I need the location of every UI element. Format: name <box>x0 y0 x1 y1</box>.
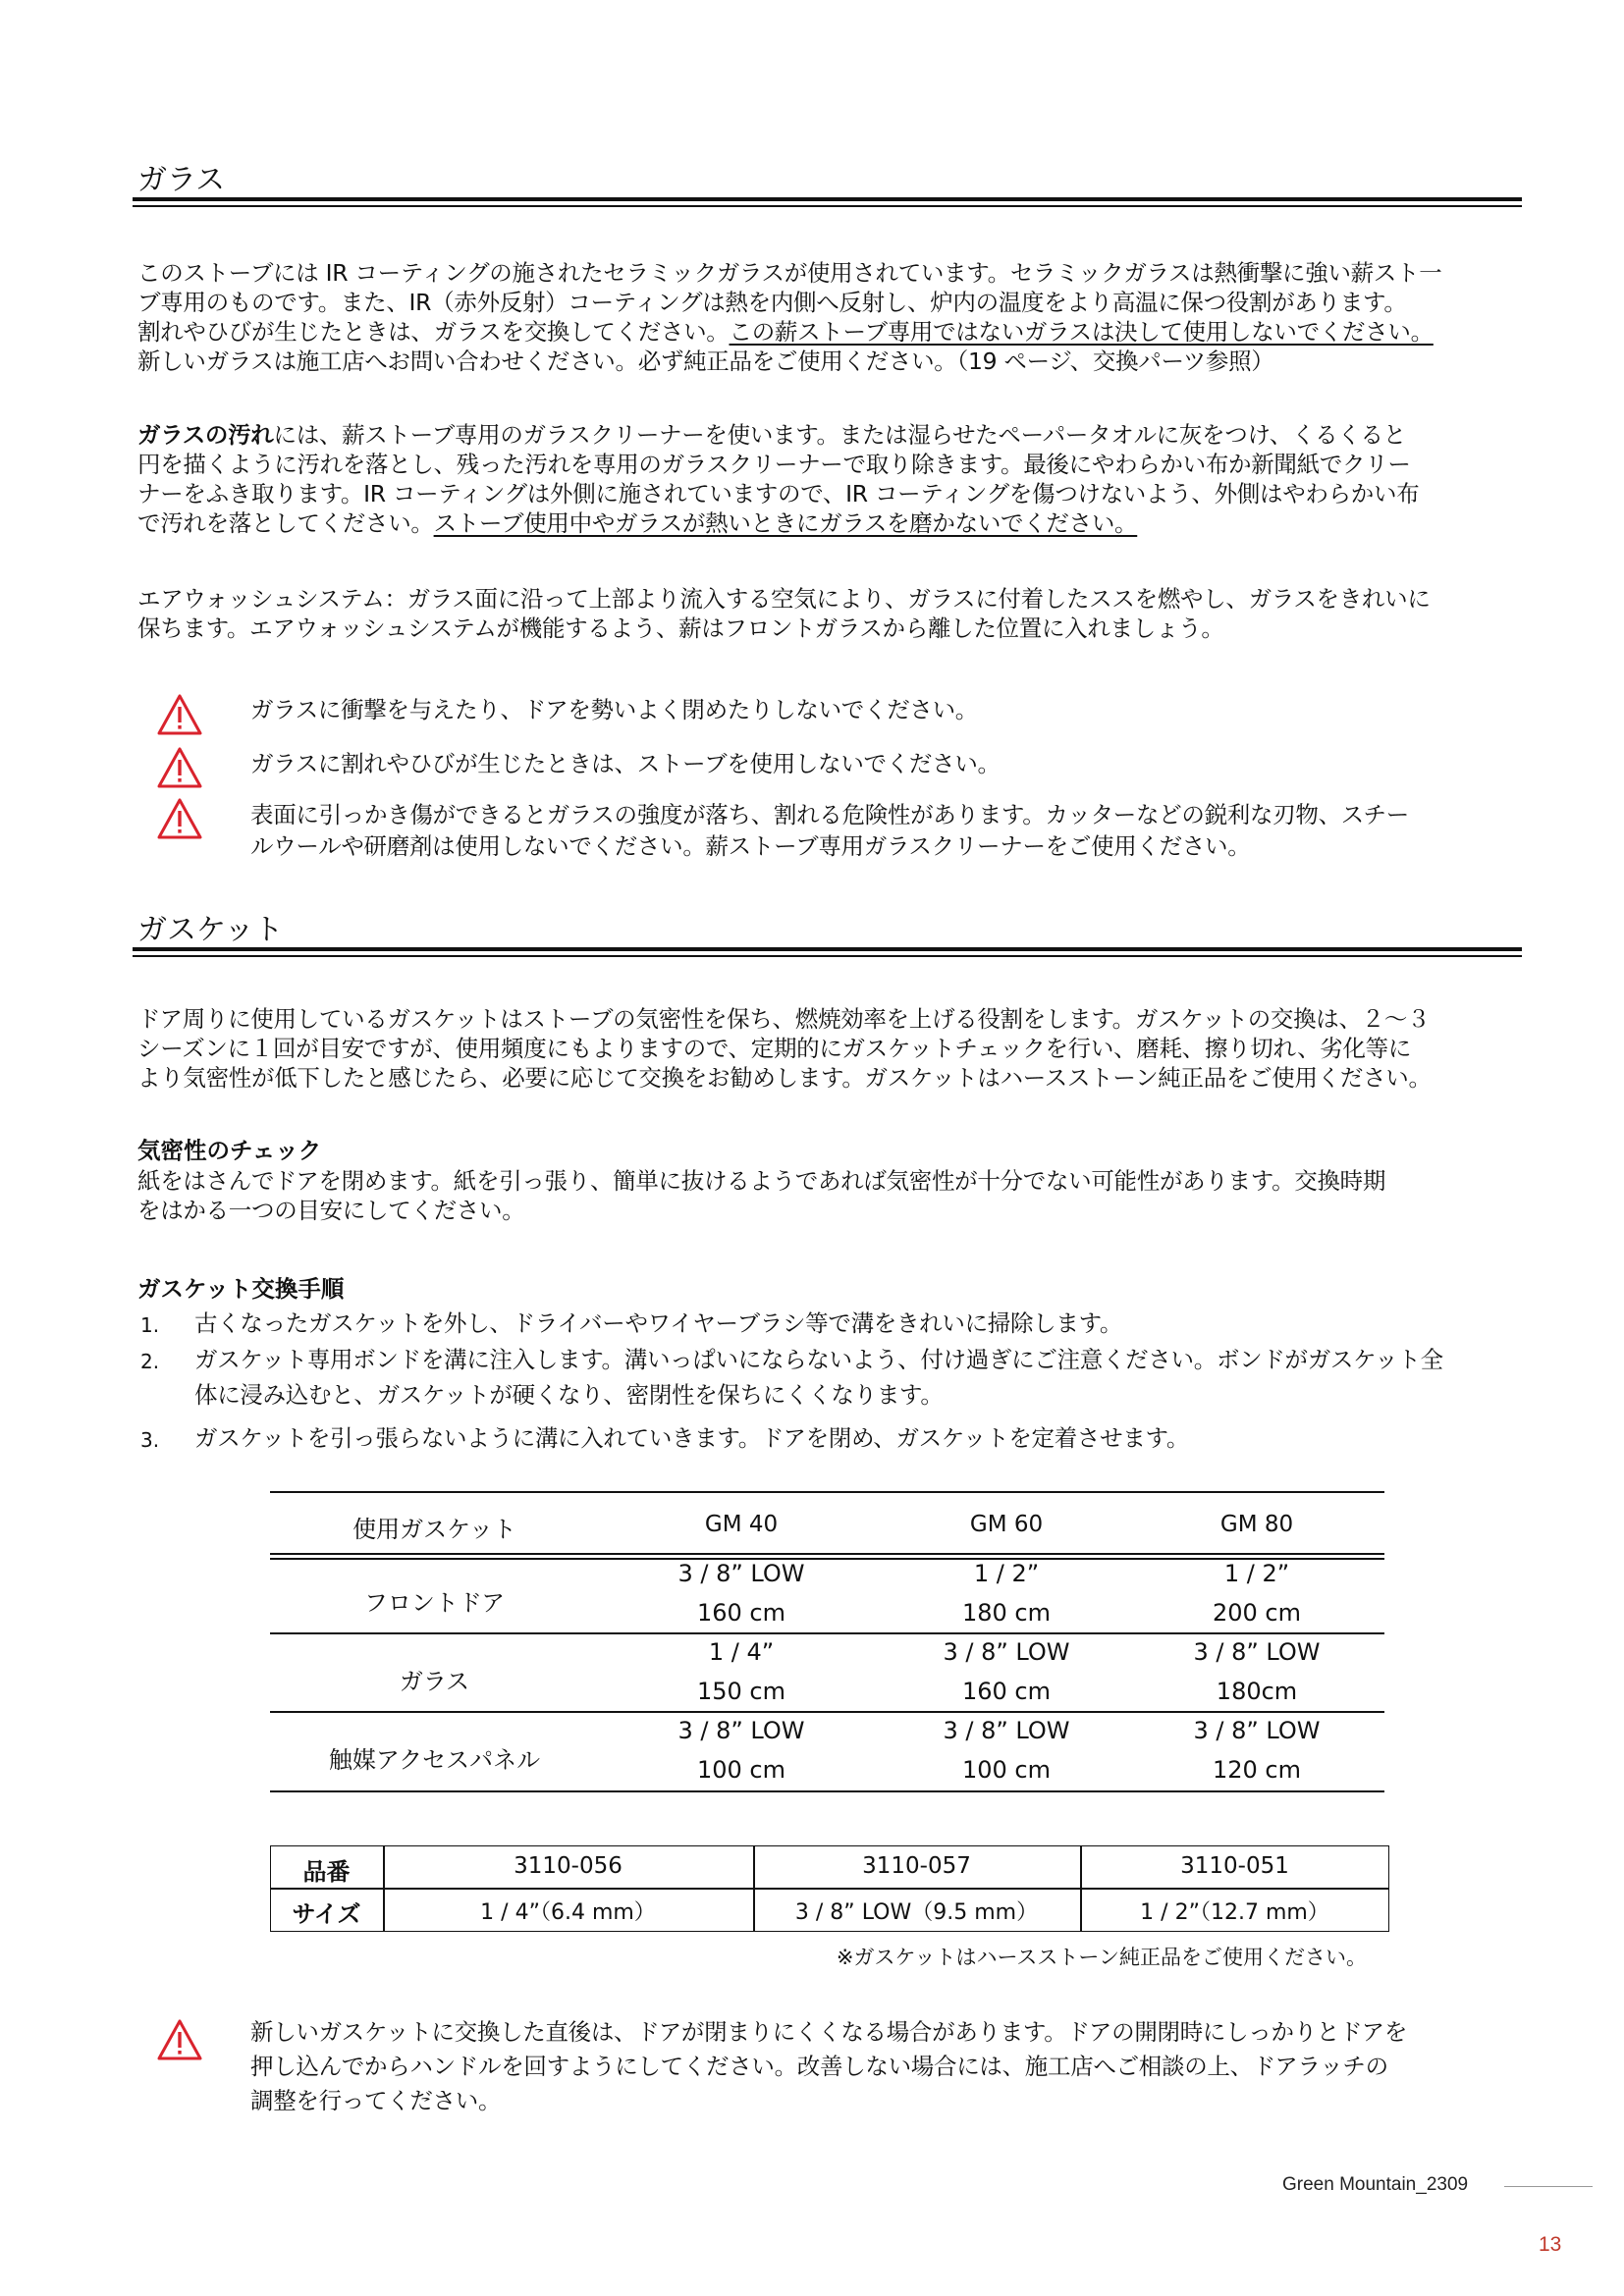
table-cell: 1 / 4” <box>708 1638 775 1666</box>
warning-icon <box>157 797 202 840</box>
table-cell: 160 cm <box>961 1678 1051 1705</box>
table-rule <box>270 1632 1384 1634</box>
table-rule <box>270 1888 1389 1890</box>
table-cell: 3 / 8” LOW <box>1193 1638 1321 1666</box>
table-note: ※ガスケットはハースストーン純正品をご使用ください。 <box>836 1946 1367 1969</box>
table-rule <box>270 1491 1384 1493</box>
glass-paragraph-1: このストーブには IR コーティングの施されたセラミックガラスが使用されています。セラミックガラスは熱衝撃に強い薪スト一 ブ専用のものです。また、IR（赤外反射）コーティングは熱を内側へ反射し、炉内の温度をより高温に保つ役割があります。 割れやひびが生じたときは、ガラスを交換してください。この薪ストーブ専用ではないガラスは決して使用しないでください。 新しいガラスは施工店へお問い合わせください。必ず純正品をご使用ください。（19 ページ、交換パーツ参照） <box>137 259 1442 375</box>
footer-model: Green Mountain_2309 <box>1282 2174 1469 2195</box>
table-header: GM 60 <box>969 1512 1044 1537</box>
table-header: GM 40 <box>704 1512 779 1537</box>
table-row-label: ガラス <box>399 1668 470 1695</box>
replacement-steps-title: ガスケット交換手順 <box>137 1275 345 1303</box>
glass-cleaning-warning-underlined: ストーブ使用中やガラスが熱いときにガラスを磨かないでください。 <box>433 509 1138 537</box>
table-header: サイズ <box>292 1900 361 1928</box>
table-cell: 3 / 8” LOW（9.5 mm） <box>794 1900 1039 1925</box>
table-header: GM 80 <box>1219 1512 1294 1537</box>
table-rule <box>270 1790 1384 1792</box>
table-cell: 120 cm <box>1212 1756 1301 1784</box>
gasket-paragraph-1: ドア周りに使用しているガスケットはストーブの気密性を保ち、燃焼効率を上げる役割をします。ガスケットの交換は、２〜３ シーズンに１回が目安ですが、使用頻度にもよりますので、定期的にガスケットチェックを行い、磨耗、擦り切れ、劣化等に より気密性が低下したと感じたら、必要に応じて交換をお勧めします。ガスケットはハースストーン純正品をご使用ください。 <box>137 1005 1432 1092</box>
gasket-warning: 新しいガスケットに交換した直後は、ドアが閉まりにくくなる場合があります。ドアの開閉時にしっかりとドアを 押し込んでからハンドルを回すようにしてください。改善しない場合には、施工店へご相談の上、ドアラッチの 調整を行ってください。 <box>250 2018 1408 2114</box>
table-rule <box>270 1711 1384 1713</box>
table-cell: 100 cm <box>696 1756 785 1784</box>
heading-rule <box>133 197 1522 201</box>
table-cell: 180cm <box>1216 1678 1298 1705</box>
table-cell: 200 cm <box>1212 1599 1301 1627</box>
table-cell: 3110-056 <box>514 1853 623 1879</box>
table-cell: 160 cm <box>696 1599 785 1627</box>
glass-warning-1: ガラスに衝撃を与えたり、ドアを勢いよく閉めたりしないでください。 <box>250 696 978 723</box>
airtightness-check-title: 気密性のチェック <box>137 1137 322 1164</box>
table-cell: 3 / 8” LOW <box>677 1717 805 1744</box>
table-cell: 100 cm <box>961 1756 1051 1784</box>
table-cell: 3 / 8” LOW <box>677 1560 805 1587</box>
table-header: 品番 <box>302 1858 351 1886</box>
step-text: ガスケットを引っ張らないように溝に入れていきます。ドアを閉め、ガスケットを定着させます。 <box>194 1424 1190 1452</box>
table-cell: 3110-051 <box>1180 1853 1289 1879</box>
table-cell: 3110-057 <box>862 1853 971 1879</box>
warning-icon <box>157 746 202 789</box>
glass-paragraph-airwash: エアウォッシュシステム：ガラス面に沿って上部より流入する空気により、ガラスに付着したススを燃やし、ガラスをきれいに 保ちます。エアウォッシュシステムが機能するよう、薪はフロントガラスから離した位置に入れましょう。 <box>137 585 1431 642</box>
glass-warning-underlined: この薪ストーブ専用ではないガラスは決して使用しないでください。 <box>729 318 1434 346</box>
step-number: 1. <box>140 1313 160 1337</box>
table-cell: 3 / 8” LOW <box>943 1638 1070 1666</box>
airtightness-check-text: 紙をはさんでドアを閉めます。紙を引っ張り、簡単に抜けるようであれば気密性が十分でない可能性があります。交換時期 をはかる一つの目安にしてください。 <box>137 1167 1386 1224</box>
table-header: 使用ガスケット <box>352 1516 516 1543</box>
table-cell: 1 / 4”（6.4 mm） <box>480 1900 656 1925</box>
table-row-label: 触媒アクセスパネル <box>328 1746 541 1774</box>
table-rule <box>270 1553 1384 1555</box>
step-number: 3. <box>140 1428 160 1452</box>
table-cell: 1 / 2” <box>973 1560 1040 1587</box>
glass-dirt-label: ガラスの汚れ <box>137 421 274 449</box>
warning-icon <box>157 693 202 736</box>
table-cell: 1 / 2”（12.7 mm） <box>1140 1900 1329 1925</box>
table-cell: 1 / 2” <box>1223 1560 1290 1587</box>
section-heading-gasket: ガスケット <box>137 913 284 947</box>
heading-rule <box>133 947 1522 951</box>
heading-rule <box>133 955 1522 957</box>
section-heading-glass: ガラス <box>137 163 226 197</box>
footer-rule <box>1504 2186 1593 2187</box>
warning-icon <box>157 2018 202 2061</box>
table-cell: 180 cm <box>961 1599 1051 1627</box>
glass-warning-3: 表面に引っかき傷ができるとガラスの強度が落ち、割れる危険性があります。カッターなどの鋭利な刃物、スチー ルウールや研磨剤は使用しないでください。薪ストーブ専用ガラスクリーナーをご使用ください。 <box>250 801 1409 860</box>
heading-rule <box>133 205 1522 207</box>
table-row-label: フロントドア <box>363 1589 506 1617</box>
step-text: ガスケット専用ボンドを溝に注入します。溝いっぱいにならないよう、付け過ぎにご注意ください。ボンドがガスケット全 体に浸み込むと、ガスケットが硬くなり、密閉性を保ちにくくなります。 <box>194 1346 1443 1409</box>
table-cell: 3 / 8” LOW <box>943 1717 1070 1744</box>
step-number: 2. <box>140 1350 160 1373</box>
table-cell: 3 / 8” LOW <box>1193 1717 1321 1744</box>
page-number: 13 <box>1539 2233 1562 2256</box>
step-text: 古くなったガスケットを外し、ドライバーやワイヤーブラシ等で溝をきれいに掃除します。 <box>194 1309 1123 1337</box>
table-cell: 150 cm <box>696 1678 785 1705</box>
glass-paragraph-2: ガラスの汚れには、薪ストーブ専用のガラスクリーナーを使います。または湿らせたペーパータオルに灰をつけ、くるくると 円を描くように汚れを落とし、残った汚れを専用のガラスクリーナーで取り除きます。最後にやわらかい布か新聞紙でクリー ナーをふき取ります。IR コーティングは外側に施されていますので、IR コーティングを傷つけないよう、外側はやわらかい布 で汚れを落としてください。ストーブ使用中やガラスが熱いときにガラスを磨かないでください。 <box>137 421 1420 537</box>
glass-warning-2: ガラスに割れやひびが生じたときは、ストーブを使用しないでください。 <box>250 750 1001 777</box>
